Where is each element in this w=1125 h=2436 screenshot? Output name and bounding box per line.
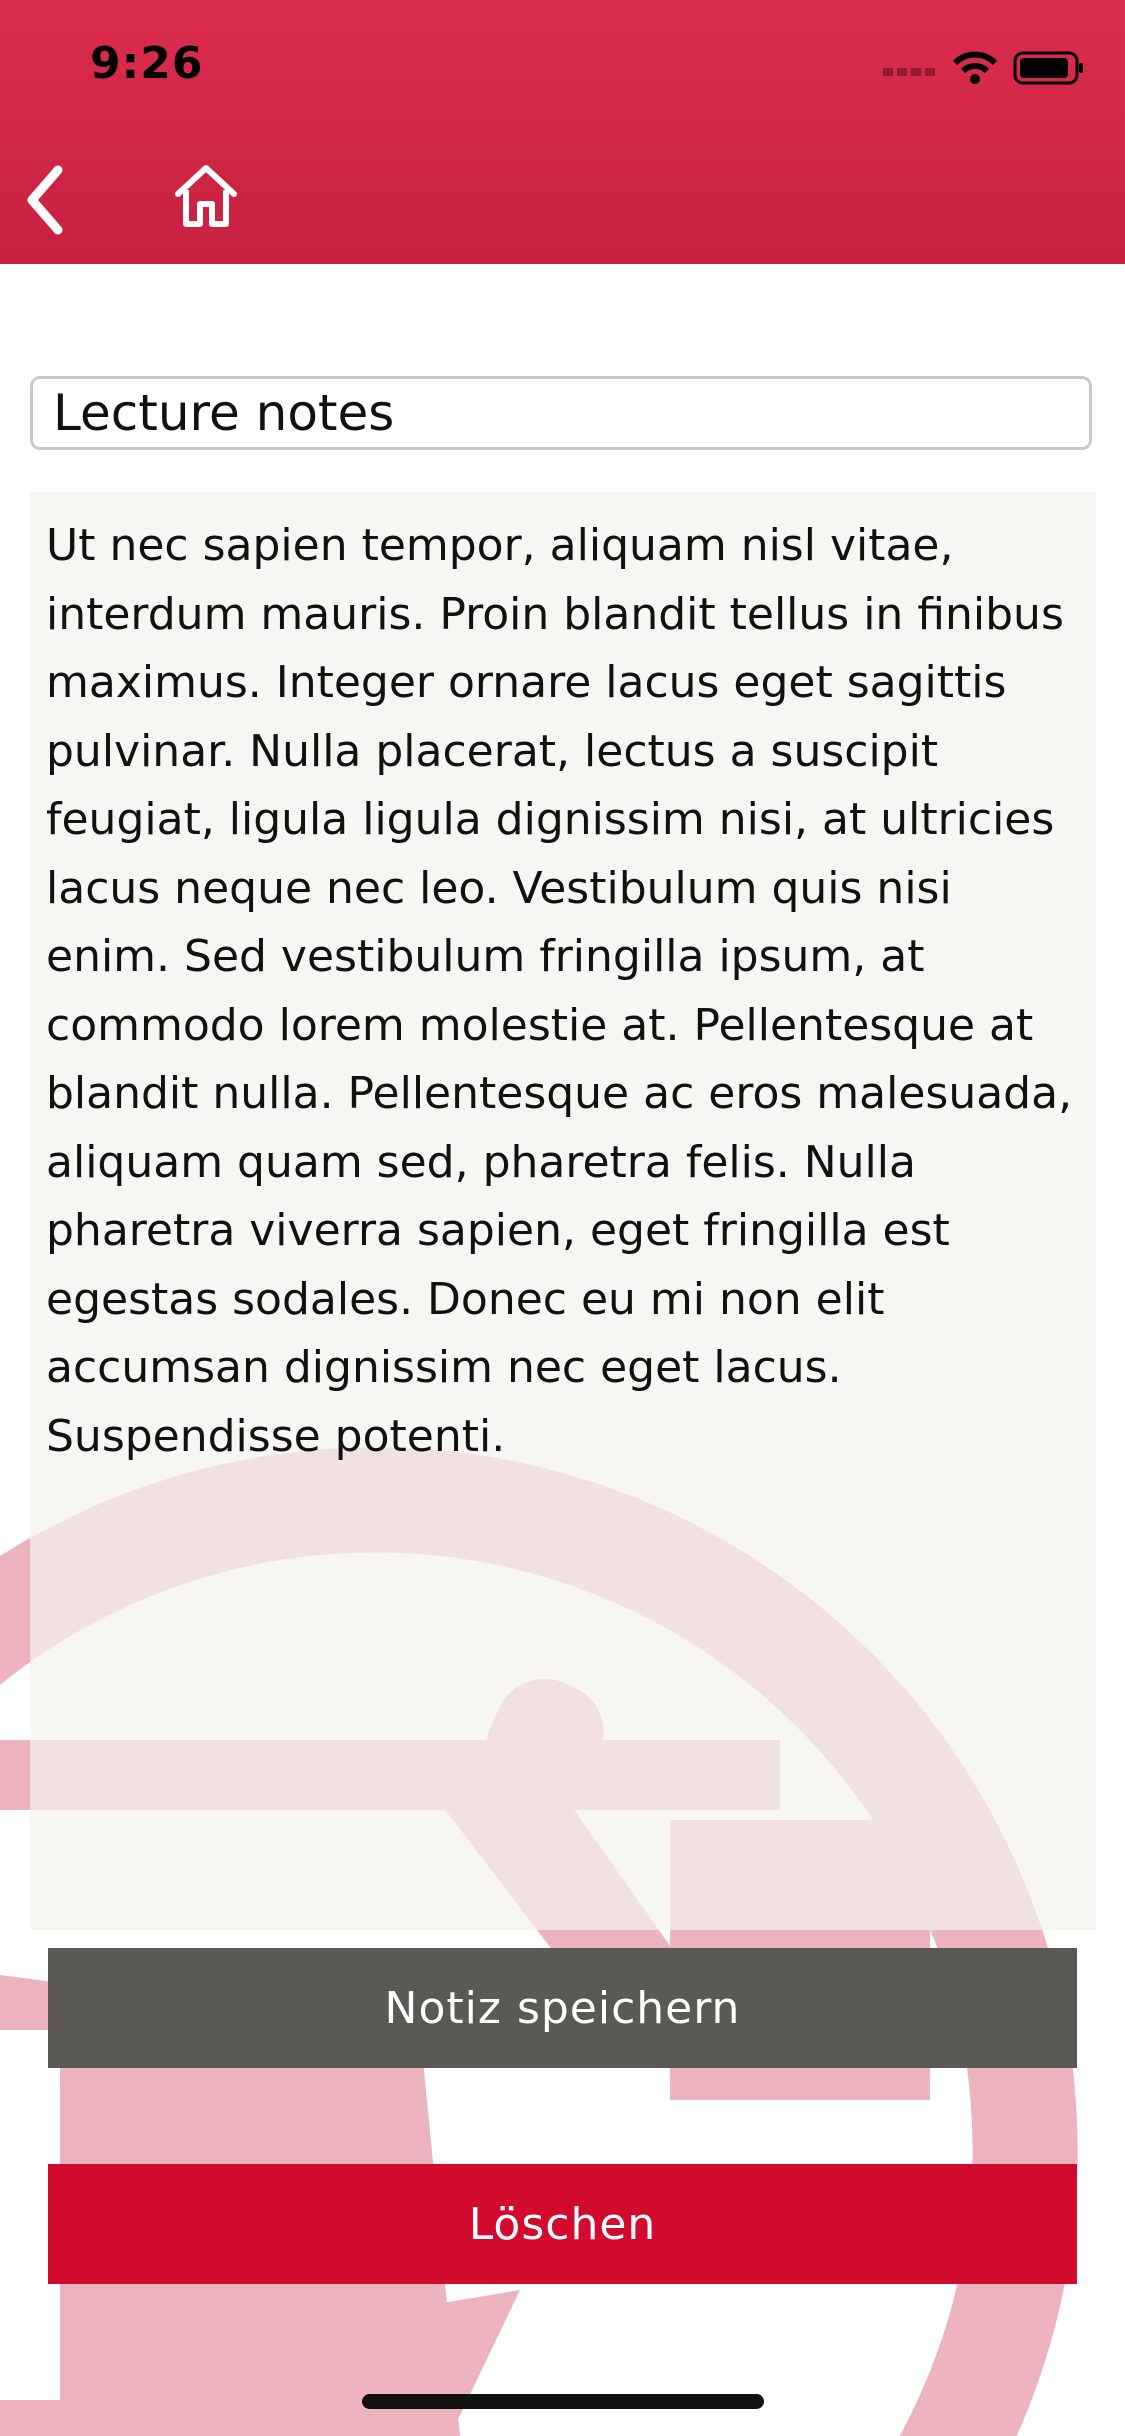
note-body-textarea[interactable] [30,492,1096,1930]
delete-note-button[interactable]: Löschen [48,2164,1077,2284]
app-header [0,0,1125,264]
back-chevron-icon[interactable] [20,160,80,240]
home-indicator [362,2394,764,2409]
status-time: 9:26 [90,38,204,89]
note-body-text: Ut nec sapien tempor, aliquam nisl vitae, interdum mauris. Proin blandit tellus in finibus maximus. Integer ornare lacus eget sagittis pulvinar. Nulla placerat, lectus a suscipit feugiat, ligula ligula dignissim nisi, at ultricies lacus neque nec leo. Vestibulum quis nisi enim. Sed vestibulum fringilla ipsum, at commodo lorem molestie at. Pellentesque at blandit nulla. Pellentesque ac eros malesuada, aliquam quam sed, pharetra felis. Nulla pharetra viverra sapien, eget fringilla est egestas sodales. Donec eu mi non elit accumsan dignissim nec eget lacus. Suspendisse potenti. [46,520,1073,1462]
wifi-icon [953,51,997,85]
signal-icon [883,58,937,78]
note-title-field[interactable]: Lecture notes [30,376,1092,450]
home-icon[interactable] [172,162,240,230]
status-icons [883,50,1085,86]
save-note-button[interactable]: Notiz speichern [48,1948,1077,2068]
battery-icon [1013,50,1085,86]
